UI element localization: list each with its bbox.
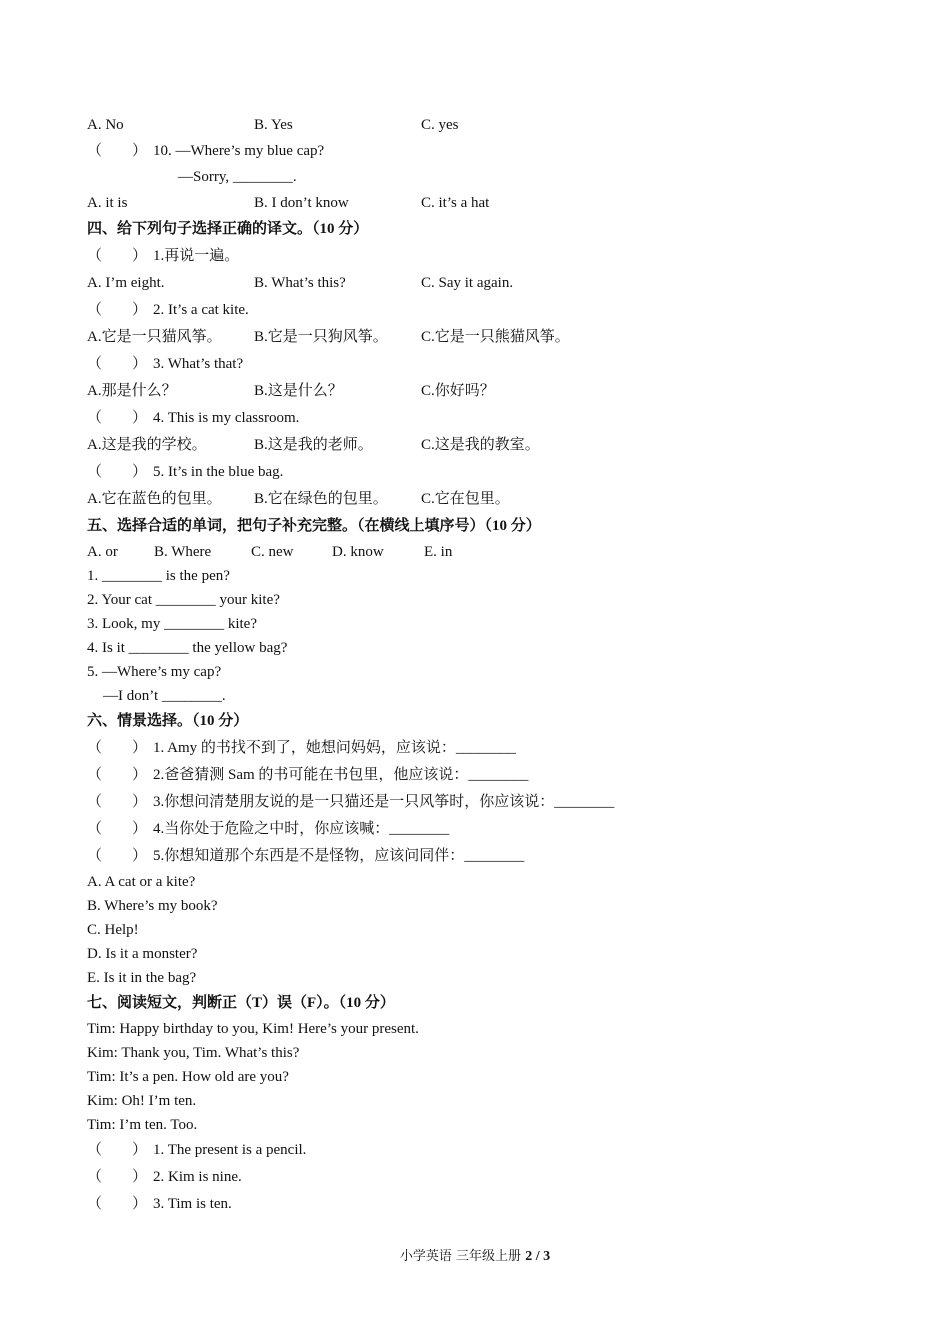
option-b: B. Yes [254,117,293,133]
section4-heading: 四、给下列句子选择正确的译文。（10 分） [87,221,369,237]
word-d: D. know [332,544,384,560]
answer-paren[interactable]: （ ） [87,1142,148,1158]
answer-paren[interactable]: （ ） [87,794,148,810]
s5-sentence-1: 1. ________ is the pen? [87,568,230,584]
option-c: C.你好吗？ [421,383,495,399]
answer-paren[interactable]: （ ） [87,767,148,783]
s5-sentence-5-reply: —I don’t ________. [103,688,226,704]
option-b: B.这是我的老师。 [254,437,373,453]
answer-paren[interactable]: （ ） [87,248,148,264]
option-a: A.那是什么？ [87,383,177,399]
q9-options [87,112,887,138]
option-c: C.这是我的教室。 [421,437,540,453]
word-c: C. new [251,544,294,560]
s6-option-e: E. Is it in the bag? [87,970,197,986]
footer-label: 小学英语 三年级上册 [399,1249,526,1264]
word-bank [87,540,887,564]
s5-sentence-5: 5. —Where’s my cap? [87,664,222,680]
answer-paren[interactable]: （ ） [87,356,148,372]
q10-question: （ ） 10. —Where’s my blue cap? [87,138,887,164]
answer-paren[interactable]: （ ） [87,848,148,864]
answer-paren[interactable]: （ ） [87,464,148,480]
section7-heading: 七、阅读短文，判断正（T）误（F）。（10 分） [87,995,395,1011]
worksheet-page [87,112,887,1218]
s6-item-3: （ ） 3.你想问清楚朋友说的是一只猫还是一只风筝时，你应该说：________ [87,789,887,816]
s6-option-d: D. Is it a monster? [87,946,198,962]
option-c: C. Say it again. [421,275,514,291]
s4-options-2 [87,324,887,351]
s5-sentence-2: 2. Your cat ________ your kite? [87,592,280,608]
dialogue-line: Kim: Thank you, Tim. What’s this? [87,1045,300,1061]
dialogue-line: Tim: Happy birthday to you, Kim! Here’s your present. [87,1021,419,1037]
word-e: E. in [424,544,453,560]
s7-statement-3: （ ） 3. Tim is ten. [87,1191,887,1218]
s6-item-1: （ ） 1. Amy 的书找不到了，她想问妈妈，应该说：________ [87,735,887,762]
option-b: B.这是什么？ [254,383,343,399]
answer-paren[interactable]: （ ） [87,1196,148,1212]
s6-item-5: （ ） 5.你想知道那个东西是不是怪物，应该问同伴：________ [87,843,887,870]
page-footer [0,1245,950,1265]
q10-reply: —Sorry, ________. [178,169,297,185]
dialogue-line: Kim: Oh! I’m ten. [87,1093,197,1109]
s6-option-a: A. A cat or a kite? [87,874,196,890]
s6-option-c: C. Help! [87,922,139,938]
s6-item-4: （ ） 4.当你处于危险之中时，你应该喊：________ [87,816,887,843]
option-a: A.这是我的学校。 [87,437,207,453]
answer-paren[interactable]: （ ） [87,740,148,756]
option-a: A. it is [87,195,128,211]
s4-options-5 [87,486,887,513]
word-b: B. Where [154,544,212,560]
answer-paren[interactable]: （ ） [87,1169,148,1185]
s7-statement-2: （ ） 2. Kim is nine. [87,1164,887,1191]
word-a: A. or [87,544,118,560]
s4-options-1 [87,270,887,297]
answer-paren[interactable]: （ ） [87,821,148,837]
option-c: C. it’s a hat [421,195,490,211]
q10-options [87,190,887,216]
option-c: C. yes [421,117,459,133]
option-a: A.它是一只猫风筝。 [87,329,222,345]
option-c: C.它在包里。 [421,491,510,507]
dialogue-line: Tim: It’s a pen. How old are you? [87,1069,289,1085]
section6-heading: 六、情景选择。（10 分） [87,713,249,729]
answer-paren[interactable]: （ ） [87,410,148,426]
page-number: 2 / 3 [525,1249,551,1264]
s4-question-1: （ ） 1.再说一遍。 [87,243,887,270]
s4-question-4: （ ） 4. This is my classroom. [87,405,887,432]
s7-statement-1: （ ） 1. The present is a pencil. [87,1137,887,1164]
answer-paren[interactable]: （ ） [87,143,148,159]
s6-item-2: （ ） 2.爸爸猜测 Sam 的书可能在书包里，他应该说：________ [87,762,887,789]
option-c: C.它是一只熊猫风筝。 [421,329,570,345]
option-b: B.它是一只狗风筝。 [254,329,388,345]
option-a: A. No [87,117,124,133]
answer-paren[interactable]: （ ） [87,302,148,318]
s5-sentence-3: 3. Look, my ________ kite? [87,616,257,632]
s4-question-3: （ ） 3. What’s that? [87,351,887,378]
option-b: B. I don’t know [254,195,349,211]
s4-question-2: （ ） 2. It’s a cat kite. [87,297,887,324]
s6-option-b: B. Where’s my book? [87,898,218,914]
s4-options-4 [87,432,887,459]
s4-question-5: （ ） 5. It’s in the blue bag. [87,459,887,486]
section5-heading: 五、选择合适的单词，把句子补充完整。（在横线上填序号）（10 分） [87,518,541,534]
option-a: A. I’m eight. [87,275,165,291]
dialogue-line: Tim: I’m ten. Too. [87,1117,198,1133]
option-b: B. What’s this? [254,275,346,291]
option-a: A.它在蓝色的包里。 [87,491,222,507]
s5-sentence-4: 4. Is it ________ the yellow bag? [87,640,288,656]
s4-options-3 [87,378,887,405]
option-b: B.它在绿色的包里。 [254,491,388,507]
